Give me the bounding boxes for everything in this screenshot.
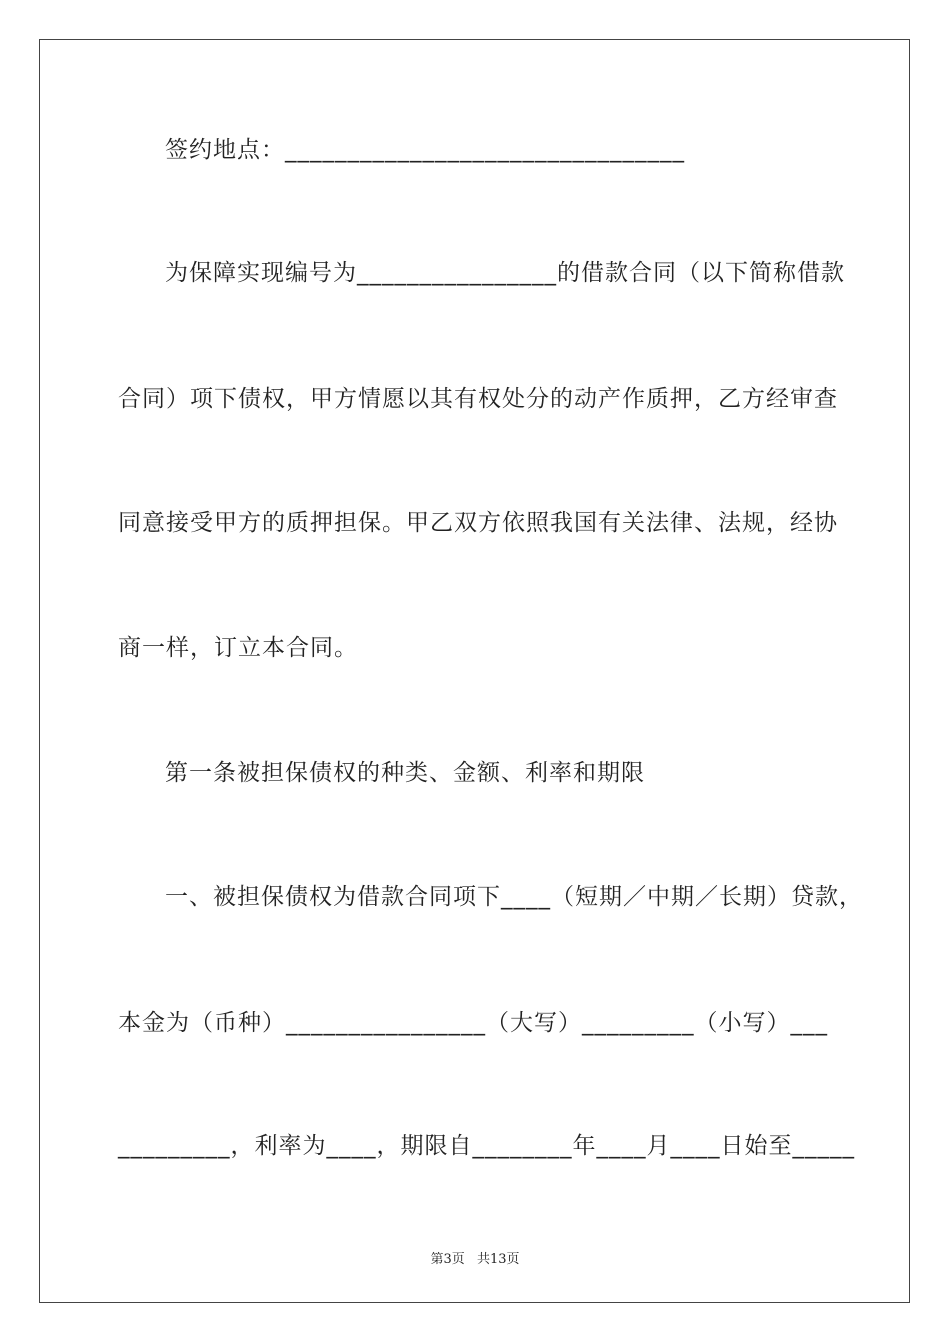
paragraph-line-3: 同意接受甲方的质押担保。甲乙双方依照我国有关法律、法规，经协 <box>118 510 838 536</box>
page-current: 第3页 <box>430 1252 465 1267</box>
clause-1-line-1: 一、被担保债权为借款合同项下____（短期／中期／长期）贷款， <box>165 884 863 910</box>
paragraph-line-2: 合同）项下债权，甲方情愿以其有权处分的动产作质押，乙方经审查 <box>118 386 838 412</box>
page-frame <box>39 39 910 1303</box>
signing-place-line: 签约地点：________________________________ <box>165 137 685 163</box>
article-1-heading: 第一条被担保债权的种类、金额、利率和期限 <box>165 760 645 786</box>
paragraph-line-1: 为保障实现编号为________________的借款合同（以下简称借款 <box>165 260 845 286</box>
paragraph-line-4: 商一样，订立本合同。 <box>118 635 358 661</box>
clause-1-line-3: _________，利率为____，期限自________年____月____日始至_____ <box>118 1133 855 1159</box>
page-footer <box>0 1248 950 1267</box>
page-total: 共13页 <box>476 1252 520 1267</box>
clause-1-line-2: 本金为（币种）________________（大写）_________（小写）___ <box>118 1010 828 1036</box>
